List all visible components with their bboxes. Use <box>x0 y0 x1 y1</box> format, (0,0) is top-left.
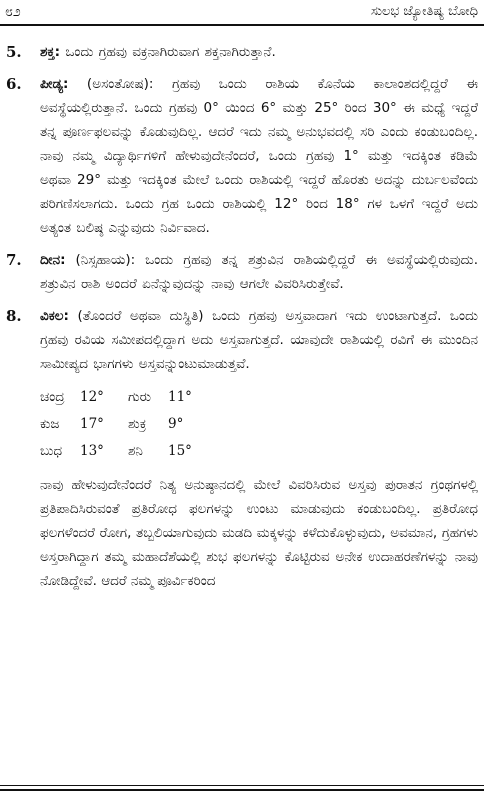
planet-name: ಶುಕ್ರ <box>128 416 147 432</box>
item-body <box>40 72 478 240</box>
item-text: (ಅಸಂತೋಷ): ಗ್ರಹವು ಒಂದು ರಾಶಿಯ ಕೊನೆಯ ಕಾಲಾಂಶದಲ್ಲಿದ್ದರೆ ಈ ಅವಸ್ಥೆಯಲ್ಲಿರುತ್ತಾನೆ. ಒಂದು ಗ್ರಹವು 0° ಯಿಂದ 6° ಮತ್ತು 25° ರಿಂದ 30° ಈ ಮಧ್ಯೆ ಇದ್ದರೆ ತನ್ನ ಪೂರ್ಣಫಲವನ್ನು ಕೊಡುವುದಿಲ್ಲ. ಆದರೆ ಇದು ನಮ್ಮ ಅನುಭವದಲ್ಲಿ ಸರಿ ಎಂದು ಕಂಡುಬಂದಿಲ್ಲ. ನಾವು ನಮ್ಮ ವಿದ್ಯಾರ್ಥಿಗಳಿಗೆ ಹೇಳುವುದೇನೆಂದರೆ, ಒಂದು ಗ್ರಹವು 1° ಮತ್ತು ಇದಕ್ಕಿಂತ ಕಡಿಮೆ ಅಥವಾ 29° ಮತ್ತು ಇದಕ್ಕಿಂತ ಮೇಲೆ ಒಂದು ರಾಶಿಯಲ್ಲಿ ಇದ್ದರೆ ಹೊರತು ಅದನ್ನು ದುರ್ಬಲವೆಂದು ಪರಿಗಣಿಸಲಾಗದು. ಒಂದು ಗ್ರಹ ಒಂದು ರಾಶಿಯಲ್ಲಿ 12° ರಿಂದ 18° ಗಳ ಒಳಗೆ ಇದ್ದರೆ ಅದು ಅತ್ಯಂತ ಬಲಿಷ್ಠ ಎನ್ನುವುದು ನಿರ್ವಿವಾದ. <box>40 76 478 236</box>
planet-name: ಕುಜ <box>40 416 60 432</box>
item-term: ದೀನ: <box>40 252 66 268</box>
planet-degree: 12° <box>80 389 104 405</box>
item-text: (ನಿಸ್ಸಹಾಯ): ಒಂದು ಗ್ರಹವು ತನ್ನ ಶತ್ರುವಿನ ರಾಶಿಯಲ್ಲಿದ್ದರೆ ಈ ಅವಸ್ಥೆಯಲ್ಲಿರುವುದು. ಶತ್ರುವಿನ ರಾಶಿ ಅಂದರೆ ಏನೆನ್ನುವುದನ್ನು ನಾವು ಆಗಲೇ ವಿವರಿಸಿರುತ್ತೇವೆ. <box>40 252 478 292</box>
planet-row <box>40 438 484 465</box>
page-content <box>0 40 484 593</box>
page-number: ೮೨ <box>5 4 21 20</box>
planet-row <box>40 411 484 438</box>
planet-degree: 13° <box>80 443 104 459</box>
planet-degree: 15° <box>168 443 192 459</box>
planet-row <box>40 384 484 411</box>
item-body <box>40 40 478 64</box>
planet-name: ಬುಧ <box>40 443 63 459</box>
planet-name: ಶನಿ <box>128 443 143 459</box>
list-item-8 <box>0 304 484 376</box>
planet-degree-table <box>40 384 484 465</box>
item-body <box>40 248 478 296</box>
page-header <box>0 0 484 26</box>
footer-rule <box>0 785 484 786</box>
item-number: 8. <box>6 307 22 325</box>
item-body <box>40 304 478 376</box>
item-text: (ತೊಂದರೆ ಅಥವಾ ದುಸ್ಥಿತಿ) ಒಂದು ಗ್ರಹವು ಅಸ್ತವಾದಾಗ ಇದು ಉಂಟಾಗುತ್ತದೆ. ಒಂದು ಗ್ರಹವು ರವಿಯ ಸಮೀಪದಲ್ಲಿದ್ದಾಗ ಅದು ಅಸ್ತವಾಗುತ್ತದೆ. ಯಾವುದೇ ರಾಶಿಯಲ್ಲಿ ರವಿಗೆ ಈ ಮುಂದಿನ ಸಾಮೀಪ್ಯದ ಭಾಗಗಳು ಅಸ್ತವನ್ನುಂಟುಮಾಡುತ್ತವೆ. <box>40 308 478 372</box>
item-term: ಪೀಡ್ಯ: <box>40 76 69 92</box>
closing-paragraph: ನಾವು ಹೇಳುವುದೇನೆಂದರೆ ನಿತ್ಯ ಅನುಷ್ಠಾನದಲ್ಲಿ ಮೇಲೆ ವಿವರಿಸಿರುವ ಅಸ್ತವು ಪುರಾತನ ಗ್ರಂಥಗಳಲ್ಲಿ ಪ್ರತಿಪಾದಿಸಿರುವಂತೆ ಪ್ರತಿರೋಧ ಫಲಗಳನ್ನು ಉಂಟು ಮಾಡುವುದು ಕಂಡುಬಂದಿಲ್ಲ. ಪ್ರತಿರೋಧ ಫಲಗಳೆಂದರೆ ರೋಗ, ತಬ್ಬಲಿಯಾಗುವುದು ಮಡದಿ ಮಕ್ಕಳನ್ನು ಕಳೆದುಕೊಳ್ಳುವುದು, ಅವಮಾನ, ಗ್ರಹಗಳು ಅಸ್ತರಾಗಿದ್ದಾಗ ತಮ್ಮ ಮಹಾದೆಶೆಯಲ್ಲಿ ಶುಭ ಫಲಗಳನ್ನು ಕೊಟ್ಟಿರುವ ಅನೇಕ ಉದಾಹರಣೆಗಳನ್ನು ನಾವು ನೋಡಿದ್ದೇವೆ. ಆದರೆ ನಮ್ಮ ಪೂರ್ವಿಕರಿಂದ <box>40 477 478 589</box>
planet-name: ಚಂದ್ರ <box>40 389 65 405</box>
list-item-6 <box>0 72 484 240</box>
footer-rule <box>0 789 484 791</box>
item-number: 6. <box>6 75 22 93</box>
running-title: ಸುಲಭ ಜ್ಯೋತಿಷ್ಯ ಬೋಧಿ <box>370 4 478 19</box>
item-term: ಶಕ್ತ: <box>40 44 61 60</box>
item-number: 7. <box>6 251 22 269</box>
planet-name: ಗುರು <box>128 389 152 405</box>
list-item-5 <box>0 40 484 64</box>
planet-degree: 17° <box>80 416 104 432</box>
item-text: ಒಂದು ಗ್ರಹವು ವಕ್ರನಾಗಿರುವಾಗ ಶಕ್ತನಾಗಿರುತ್ತಾನೆ. <box>60 44 276 60</box>
item-term: ವಿಕಲ: <box>40 308 69 324</box>
planet-degree: 11° <box>168 389 192 405</box>
header-rule <box>0 24 484 26</box>
item-number: 5. <box>6 43 22 61</box>
list-item-7 <box>0 248 484 296</box>
planet-degree: 9° <box>168 416 184 432</box>
